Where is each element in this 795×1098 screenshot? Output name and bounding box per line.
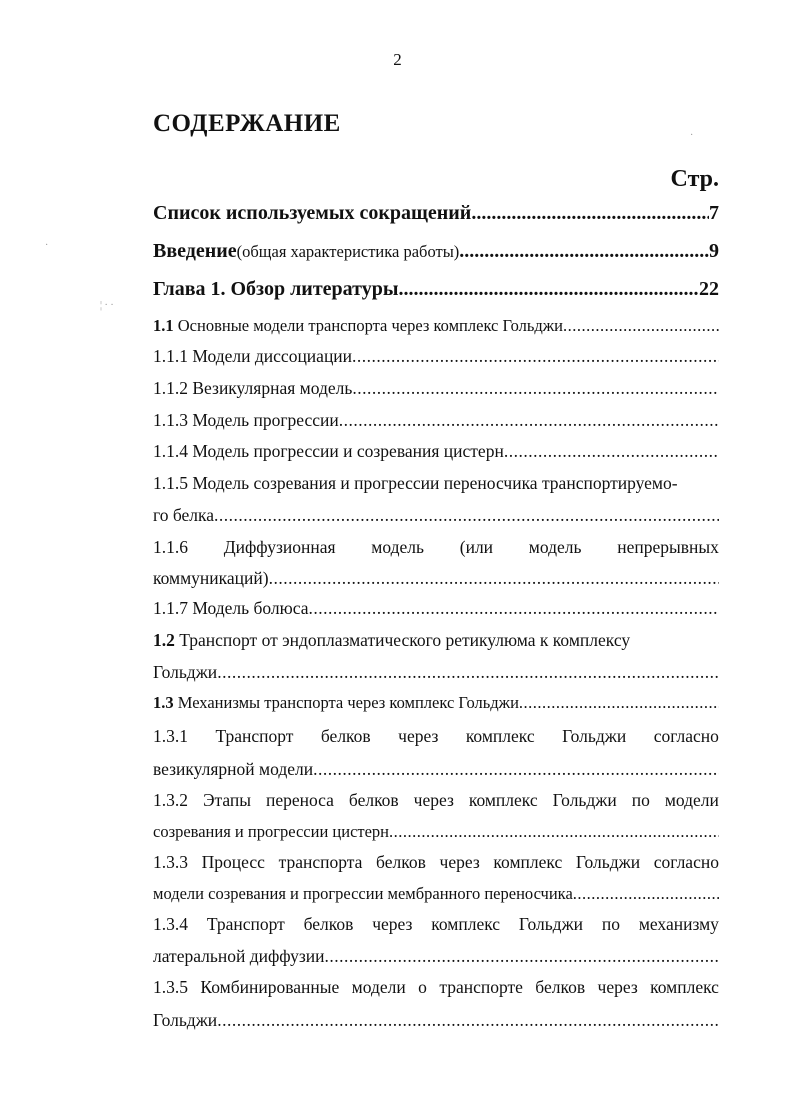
- toc-entry-num: 1.1: [153, 316, 174, 335]
- toc-entry-1-3-5-cont[interactable]: [153, 1010, 719, 1040]
- toc-word: (или: [459, 537, 494, 557]
- toc-word: по: [631, 790, 650, 810]
- toc-word: о: [418, 977, 427, 997]
- toc-word: по: [601, 914, 620, 934]
- toc-entry-1-1-7[interactable]: [153, 598, 719, 628]
- toc-entry-1-1-5[interactable]: [153, 473, 719, 503]
- toc-entry-text: Модель прогрессии и созревания цистерн: [188, 441, 504, 461]
- toc-entry-1-3-4-cont[interactable]: [153, 946, 719, 976]
- toc-entry-text: Модель болюса: [188, 598, 309, 618]
- toc-entry-text-cont: го белка: [153, 505, 215, 525]
- toc-word: модели: [351, 977, 406, 997]
- toc-entry-1-3-5[interactable]: [153, 977, 719, 1007]
- scan-artifact: ·: [690, 130, 694, 141]
- toc-entry-text: Введение: [153, 240, 237, 262]
- dot-leader: [398, 278, 699, 301]
- toc-word: комплекс: [431, 914, 501, 934]
- toc-word: Процесс: [201, 852, 265, 872]
- toc-word: транспорте: [439, 977, 523, 997]
- toc-entry-text: Везикулярная модель: [188, 378, 353, 398]
- toc-word: переноса: [265, 790, 334, 810]
- toc-entry-1-1[interactable]: [153, 316, 719, 346]
- toc-entry-1-1-1[interactable]: [153, 346, 719, 376]
- toc-entry-1-2[interactable]: [153, 630, 719, 660]
- toc-entry-page: 7: [709, 202, 719, 224]
- toc-entry-page: 9: [709, 240, 719, 262]
- toc-entry-text: Модель прогрессии: [188, 410, 339, 430]
- toc-entry-num: 1.2: [153, 630, 175, 650]
- toc-word: непрерывных: [617, 537, 719, 557]
- toc-word: через: [413, 790, 454, 810]
- toc-word: Транспорт: [206, 914, 285, 934]
- toc-entry-text: Основные модели транспорта через комплекс Гольджи: [173, 316, 564, 335]
- toc-entry-num: 1.3.1: [153, 726, 188, 746]
- scan-artifact: ·: [45, 240, 49, 251]
- toc-word: комплекс: [493, 852, 563, 872]
- toc-entry-1-1-2[interactable]: [153, 378, 719, 408]
- toc-word: Комбинированные: [200, 977, 340, 997]
- toc-entry-text-cont: везикулярной модели: [153, 759, 314, 779]
- toc-entry-text-cont: Гольджи: [153, 1010, 218, 1030]
- toc-word: Диффузионная: [223, 537, 336, 557]
- toc-entry-1-2-cont[interactable]: [153, 662, 719, 692]
- toc-entry-text-cont: созревания и прогрессии цистерн: [153, 822, 390, 841]
- toc-entry-1-1-4[interactable]: [153, 441, 719, 471]
- toc-entry-text-cont: латеральной диффузии: [153, 946, 325, 966]
- toc-entry-1-3-3-cont[interactable]: [153, 884, 719, 914]
- toc-entry-num: 1.3.2: [153, 790, 188, 810]
- toc-word: модель: [371, 537, 424, 557]
- toc-entry-1-3-1-cont[interactable]: [153, 759, 719, 789]
- toc-word: Этапы: [202, 790, 252, 810]
- toc-entry-1-1-6-cont[interactable]: [153, 568, 719, 598]
- toc-entry-text-cont: Гольджи: [153, 662, 218, 682]
- toc-entry-num: 1.3.3: [153, 852, 188, 872]
- toc-entry-num: 1.1.4: [153, 441, 188, 461]
- toc-entry-num: 1.1.7: [153, 598, 188, 618]
- toc-word: согласно: [653, 852, 719, 872]
- toc-word: согласно: [653, 726, 719, 746]
- toc-entry-num: 1.1.3: [153, 410, 188, 430]
- toc-word: белков: [376, 852, 426, 872]
- toc-entry-num: 1.3: [153, 693, 174, 712]
- toc-word: через: [372, 914, 413, 934]
- toc-word: белков: [535, 977, 586, 997]
- toc-entry-page: 22: [699, 278, 719, 300]
- toc-word: Гольджи: [575, 852, 641, 872]
- toc-entry-text: Механизмы транспорта через комплекс Гольджи: [173, 693, 519, 712]
- toc-word: Гольджи: [552, 790, 617, 810]
- toc-word: Гольджи: [518, 914, 584, 934]
- toc-entry-text-cont: коммуникаций): [153, 568, 269, 588]
- toc-entry-1-3-2[interactable]: [153, 790, 719, 820]
- toc-entry-1-1-3[interactable]: [153, 410, 719, 440]
- toc-entry-text: Глава 1. Обзор литературы: [153, 278, 399, 300]
- toc-entry-text: Модель созревания и прогрессии переносчика транспортируемо-: [188, 473, 678, 493]
- toc-word: белков: [320, 726, 371, 746]
- toc-entry-num: 1.1.6: [153, 537, 188, 557]
- toc-word: комплекс: [468, 790, 538, 810]
- page-number: 2: [393, 50, 402, 69]
- page-title: СОДЕРЖАНИЕ: [153, 110, 341, 137]
- dot-leader: [459, 240, 709, 263]
- toc-word: через: [439, 852, 480, 872]
- toc-entry-text: Список используемых сокращений: [153, 202, 472, 224]
- toc-word: через: [597, 977, 638, 997]
- toc-entry-1-3-4[interactable]: [153, 914, 719, 944]
- toc-entry-num: 1.1.2: [153, 378, 188, 398]
- toc-entry-text-extra: (общая характеристика работы): [236, 242, 460, 261]
- toc-word: транспорта: [278, 852, 363, 872]
- toc-entry-num: 1.1.1: [153, 346, 188, 366]
- toc-entry-abbreviations[interactable]: [153, 202, 719, 232]
- toc-entry-chapter-1[interactable]: [153, 278, 719, 308]
- toc-entry-num: 1.3.4: [153, 914, 188, 934]
- toc-entry-num: 1.3.5: [153, 977, 188, 997]
- scan-artifact: ¦ · ·: [100, 300, 114, 311]
- toc-word: модель: [528, 537, 582, 557]
- toc-word: комплекс: [650, 977, 719, 997]
- toc-entry-1-1-6[interactable]: [153, 537, 719, 567]
- toc-word: модели: [664, 790, 719, 810]
- toc-word: Транспорт: [215, 726, 294, 746]
- toc-entry-1-3-3[interactable]: [153, 852, 719, 882]
- toc-word: белков: [303, 914, 354, 934]
- toc-entry-num: 1.1.5: [153, 473, 188, 493]
- toc-entry-1-3[interactable]: [153, 693, 719, 723]
- page-column-label: Стр.: [670, 166, 719, 192]
- toc-word: белков: [348, 790, 399, 810]
- toc-entry-1-1-5-cont[interactable]: [153, 505, 719, 535]
- toc-entry-text: Модели диссоциации: [188, 346, 353, 366]
- toc-entry-text: Транспорт от эндоплазматического ретикулюма к комплексу: [174, 630, 631, 650]
- toc-entry-1-3-2-cont[interactable]: [153, 822, 719, 852]
- toc-word: механизму: [638, 914, 719, 934]
- toc-entry-1-3-1[interactable]: [153, 726, 719, 756]
- toc-word: через: [398, 726, 439, 746]
- toc-entry-text-cont: модели созревания и прогрессии мембранного переносчика: [153, 884, 573, 903]
- toc-entry-introduction[interactable]: [153, 240, 719, 270]
- toc-word: комплекс: [465, 726, 535, 746]
- toc-word: Гольджи: [562, 726, 627, 746]
- dot-leader: [471, 202, 709, 225]
